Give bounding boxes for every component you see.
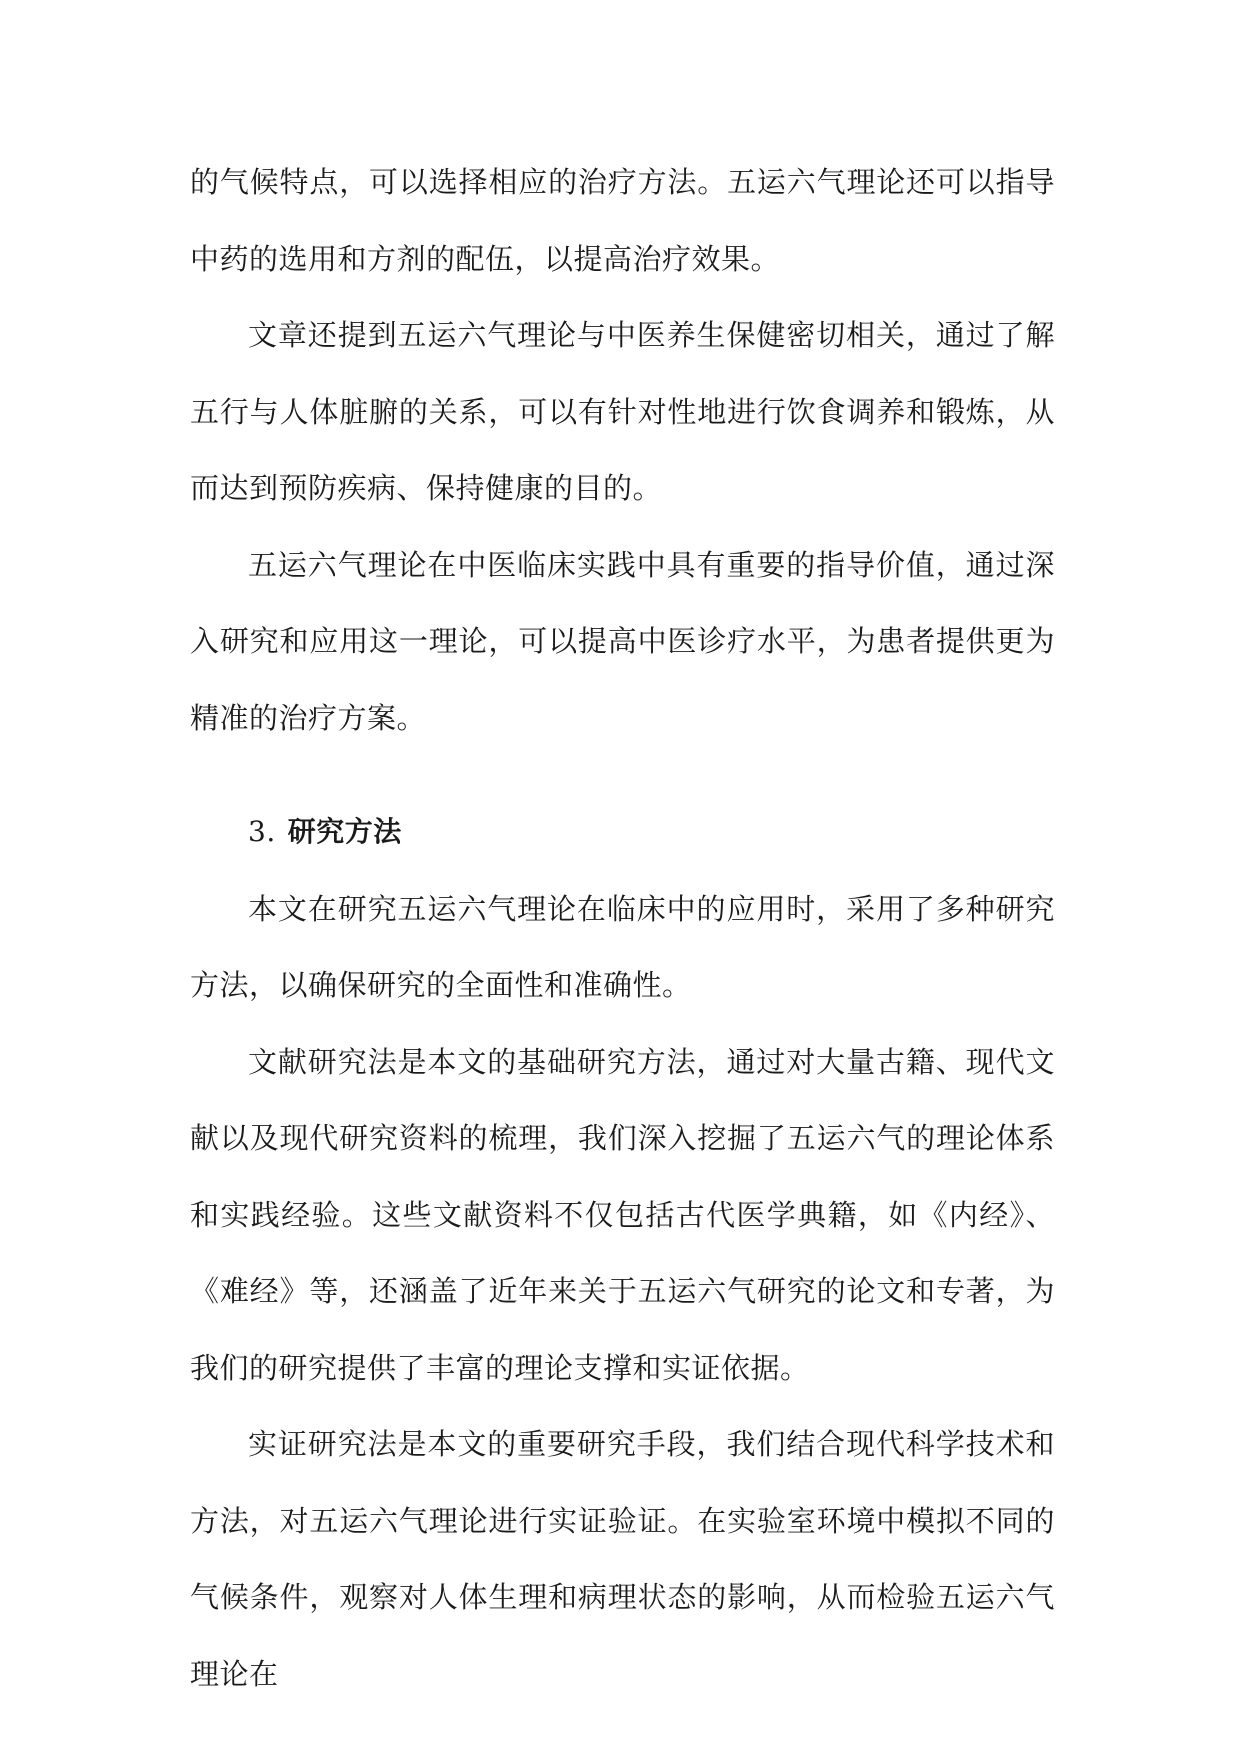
section-heading [190,756,1055,871]
section-title: 研究方法 [287,815,402,848]
paragraph-continued: 的气候特点，可以选择相应的治疗方法。五运六气理论还可以指导中药的选用和方剂的配伍，以提高治疗效果。 [190,165,1055,276]
paragraph: 文章还提到五运六气理论与中医养生保健密切相关，通过了解五行与人体脏腑的关系，可以有针对性地进行饮食调养和锻炼，从而达到预防疾病、保持健康的目的。 [190,318,1055,505]
document-body [190,144,1055,1712]
paragraph: 本文在研究五运六气理论在临床中的应用时，采用了多种研究方法，以确保研究的全面性和准确性。 [190,891,1055,1002]
paragraph: 文献研究法是本文的基础研究方法，通过对大量古籍、现代文献以及现代研究资料的梳理，我们深入挖掘了五运六气的理论体系和实践经验。这些文献资料不仅包括古代医学典籍，如《内经》、《难经》等，还涵盖了近年来关于五运六气研究的论文和专著，为我们的研究提供了丰富的理论支撑和实证依据。 [190,1044,1055,1385]
section-number: 3. [248,815,276,848]
paragraph: 五运六气理论在中医临床实践中具有重要的指导价值，通过深入研究和应用这一理论，可以提高中医诊疗水平，为患者提供更为精准的治疗方案。 [190,547,1055,735]
paragraph: 实证研究法是本文的重要研究手段，我们结合现代科学技术和方法，对五运六气理论进行实证验证。在实验室环境中模拟不同的气候条件，观察对人体生理和病理状态的影响，从而检验五运六气理论在 [190,1427,1055,1691]
